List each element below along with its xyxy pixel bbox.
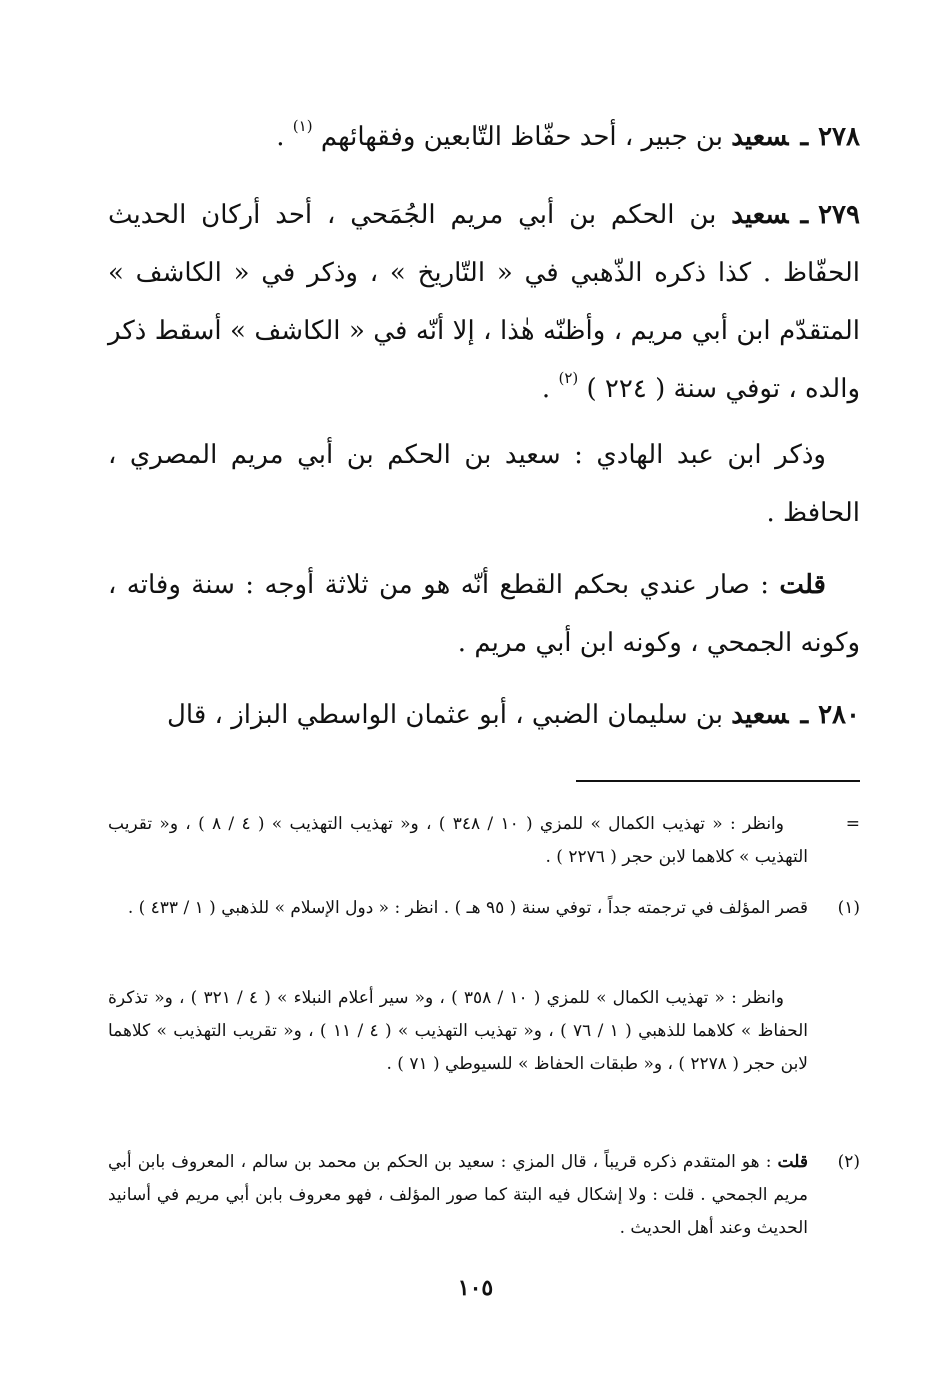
entry-number: ٢٨٠ bbox=[818, 700, 860, 730]
footnote-text: وانظر : « تهذيب الكمال » للمزي ( ١٠ / ٣٥٨ ) ، و« سير أعلام النبلاء » ( ٤ / ٣٢١ ) ، و« تذكرة الحفاظ » كلاهما للذهبي ( ١ / ٧٦ ) ، و« تهذيب التهذيب » ( ٤ / ١١ ) ، و« تقريب التهذيب » كلاهما لابن حجر ( ٢٢٧٨ ) ، و« طبقات الحفاظ » للسيوطي ( ٧١ ) . bbox=[108, 988, 808, 1074]
footnote-2 bbox=[108, 1146, 860, 1245]
entry-dash: ـ bbox=[800, 700, 809, 730]
qultu-label: قلت bbox=[779, 570, 826, 600]
qultu-text: : صار عندي بحكم القطع أنّه هو من ثلاثة أوجه : سنة وفاته ، وكونه الجمحي ، وكونه ابن أبي مريم . bbox=[108, 570, 860, 658]
continuation-text: وانظر : « تهذيب الكمال » للمزي ( ١٠ / ٣٤٨ ) ، و« تهذيب التهذيب » ( ٤ / ٨ ) ، و« تقريب التهذيب » كلاهما لابن حجر ( ٢٢٧٦ ) . bbox=[108, 814, 808, 867]
entry-end: . bbox=[276, 122, 293, 152]
footnote-text: قصر المؤلف في ترجمته جداً ، توفي سنة ( ٩٥ هـ ) . انظر : « دول الإسلام » للذهبي ( ١ / ٤٣٣ ) . bbox=[127, 898, 808, 918]
entry-number: ٢٧٨ bbox=[818, 122, 860, 152]
entry-dash: ـ bbox=[800, 200, 809, 230]
entry-number: ٢٧٩ bbox=[818, 200, 860, 230]
entry-279 bbox=[108, 186, 860, 418]
footnote-separator bbox=[576, 780, 860, 782]
page-number: ١٠٥ bbox=[457, 1275, 494, 1301]
entry-280 bbox=[108, 686, 860, 744]
footnote-number: (٢) bbox=[837, 1152, 860, 1172]
footnote-qultu-label: قلت bbox=[777, 1152, 808, 1172]
paragraph-ibn-abd-alhadi bbox=[108, 426, 860, 542]
footnote-continuation bbox=[108, 808, 860, 874]
footnote-1-more bbox=[108, 982, 860, 1081]
entry-text: بن سليمان الضبي ، أبو عثمان الواسطي البزاز ، قال bbox=[167, 700, 723, 730]
entry-text: بن الحكم بن أبي مريم الجُمَحي ، أحد أركان الحديث الحفّاظ . كذا ذكره الذّهبي في « التّاريخ » ، وذكر في « الكاشف » المتقدّم ابن أبي مريم ، وأظنّه هٰذا ، إلا أنّه في « الكاشف » أسقط ذكر والده ، توفي سنة ( ٢٢٤ ) bbox=[108, 200, 860, 404]
continuation-mark: = bbox=[845, 814, 860, 834]
footnote-ref-1[interactable]: (١) bbox=[292, 117, 313, 135]
footnote-1 bbox=[108, 892, 860, 925]
footnote-text: : هو المتقدم ذكره قريباً ، قال المزي : سعيد بن الحكم بن محمد بن سالم ، المعروف بابن أبي مريم الجمحي . قلت : ولا إشكال فيه البتة كما صور المؤلف ، فهو معروف بابن أبي مريم في أسانيد الحديث وعند أهل الحديث . bbox=[108, 1152, 808, 1238]
footnote-body bbox=[108, 1146, 808, 1245]
footnote-ref-2[interactable]: (٢) bbox=[558, 369, 579, 387]
entry-278 bbox=[108, 108, 860, 166]
entry-dash: ـ bbox=[800, 122, 809, 152]
entry-name: سعيد bbox=[731, 122, 789, 152]
footnote-number: (١) bbox=[837, 898, 860, 918]
entry-name: سعيد bbox=[731, 700, 789, 730]
paragraph-qultu bbox=[108, 556, 860, 672]
entry-name: سعيد bbox=[731, 200, 789, 230]
paragraph-text: وذكر ابن عبد الهادي : سعيد بن الحكم بن أبي مريم المصري ، الحافظ . bbox=[108, 440, 860, 528]
entry-end: . bbox=[541, 374, 559, 404]
entry-text: بن جبير ، أحد حفّاظ التّابعين وفقهائهم bbox=[320, 122, 723, 152]
